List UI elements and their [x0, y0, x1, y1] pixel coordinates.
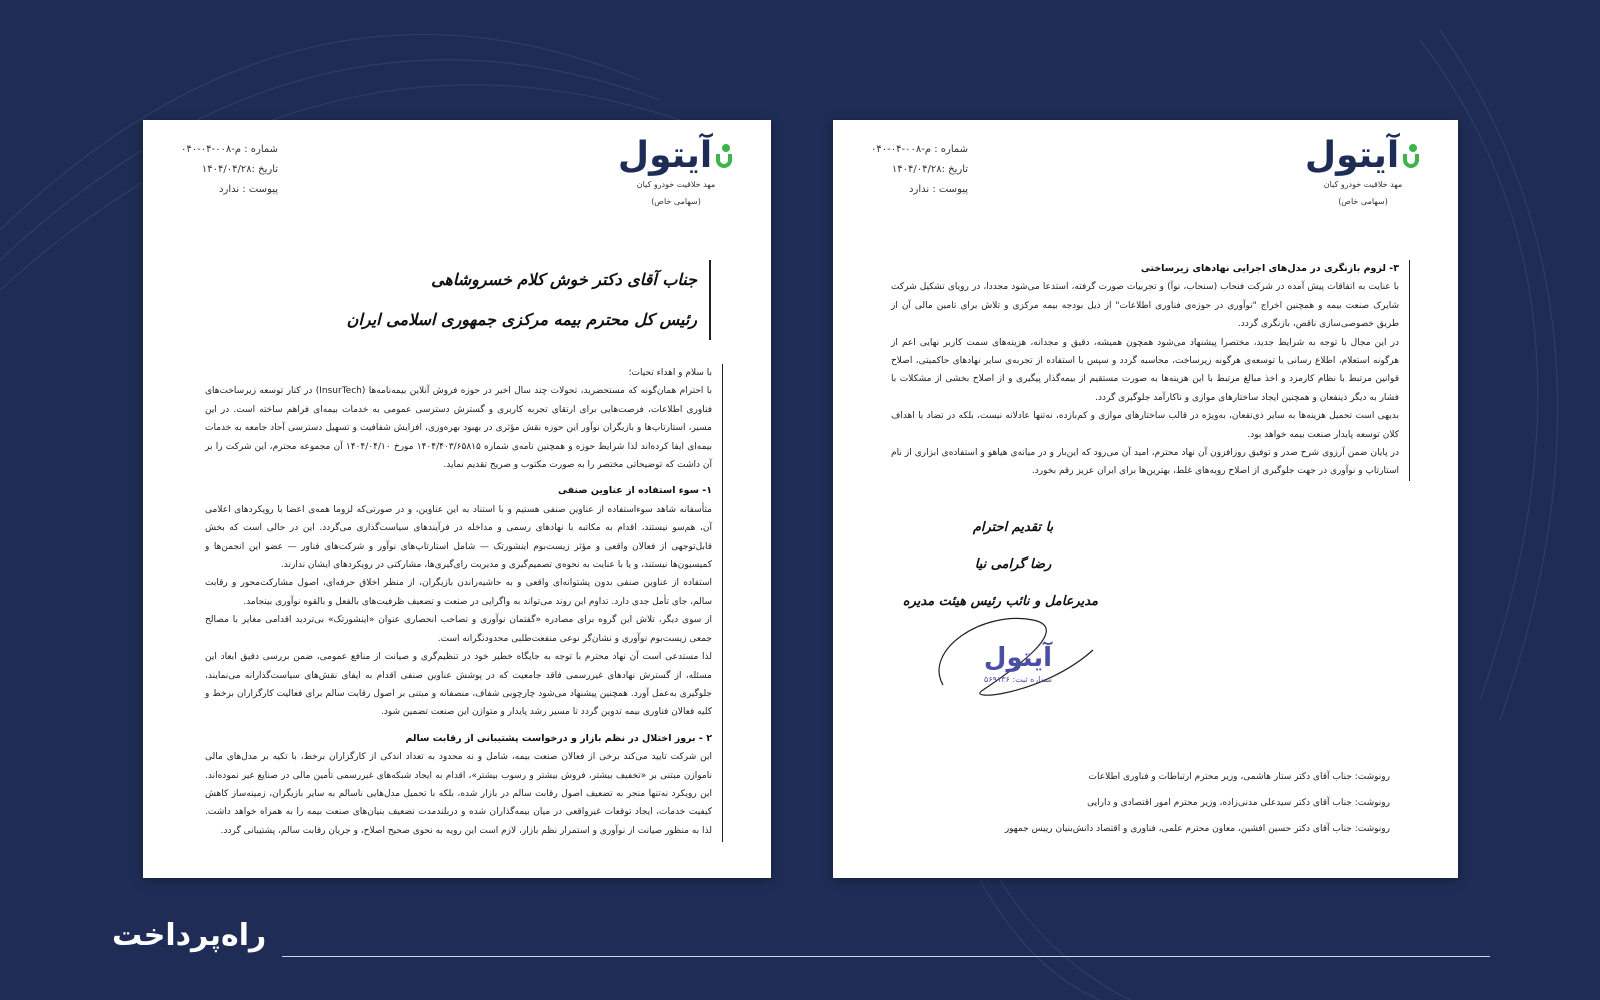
section1-paragraph-1: متأسفانه شاهد سوءاستفاده از عناوین صنفی هستیم و با استناد به این عناوین، و در صورتی‌که لزوما همه‌ی اعضا با رویکردهای اعلامی آن، هم‌سو نیستند، اقدام به مکاتبه با نهادهای رسمی و مداخله در فرآیندهای سیاست‌گذاری می‌گردد. این در حالی است که بخش قابل‌توجهی از فعالان واقعی و مؤثر زیست‌بوم اینشورتک — شامل استارتاپ‌های نوآور و شرکت‌های فناور — عضو این انجمن‌ها و کمیسیون‌ها نیستند، و یا با عنایت به نحوه‌ی تصمیم‌گیری و مدیریت رای‌گیری‌ها، مشارکتی در رویکردهای ایشان ندارند. — [205, 504, 712, 571]
letter-attachment: پیوست : ندارد — [219, 184, 279, 195]
letter-number: شماره : م-۰۰۸-۰۴-۰۴۰ — [181, 144, 279, 155]
cc-line-1: رونوشت: جناب آقای دکتر ستار هاشمی، وزیر محترم ارتباطات و فناوری اطلاعات — [1088, 772, 1390, 782]
company-stamp — [963, 645, 1073, 684]
logo-wordmark: آیتول — [617, 135, 713, 176]
section1-paragraph-2: استفاده از عناوین صنفی بدون پشتوانه‌ای واقعی و به حاشیه‌راندن بازیگران، از منظر اخلاق حرفه‌ای، اصول مشارکت‌محور و رقابت سالم، جای تأمل جدی دارد. تداوم این روند می‌تواند به واگرایی در صنعت و تضعیف ظرفیت‌های بالفعل و بالقوه نوآوری بینجامد. — [205, 578, 712, 607]
letter-page-1 — [143, 120, 771, 878]
stamp-logo: آیتول — [983, 643, 1053, 673]
letter-date: تاریخ :۱۴۰۴/۰۴/۲۸ — [891, 164, 969, 175]
letter-meta — [871, 140, 968, 200]
intro-paragraph: با احترام همان‌گونه که مستحضرید، تحولات چند سال اخیر در حوزه فروش آنلاین بیمه‌نامه‌ها (InsurTech) در کنار توسعه زیرساخت‌های فناوری اطلاعات، فرصت‌هایی برای ارتقای تجربه کاربری و گسترش دسترسی عمومی به خدمات بیمه‌ای فراهم ساخته است. در این مسیر، استارتاپ‌ها و بازیگران نوآور این حوزه نقش مؤثری در بهبود بهره‌وری، افزایش شفافیت و تسهیل دسترسی آحاد جامعه به خدمات بیمه‌ای ایفا کرده‌اند لذا شرایط حوزه و همچنین نامه‌ی شماره ۱۴۰۴/۴۰۳/۶۵۸۱۵ مورخ ۱۴۰۴/۰۴/۱۰ آن مجموعه محترم، این شرکت را بر آن داشت که توضیحاتی مختصر را به صورت مکتوب و صریح تقدیم نماید. — [205, 386, 712, 471]
footer-divider — [282, 956, 1490, 957]
footer-brand-logo: راه‌پرداخت — [112, 918, 267, 953]
logo-symbol-icon — [712, 144, 732, 168]
letter-meta — [181, 140, 278, 200]
section-heading-3: ۳- لزوم بازنگری در مدل‌های اجرایی نهادهای زیرساختی — [1140, 263, 1399, 274]
greeting: با سلام و اهداء تحیات؛ — [628, 368, 712, 378]
letter-number: شماره : م-۰۰۸-۰۴-۰۴۰ — [871, 144, 969, 155]
company-type: (سهامی خاص) — [1338, 197, 1388, 206]
stamp-registration: شماره ثبت: ۵۶۹۱۳۶ — [984, 675, 1052, 684]
logo-wordmark: آیتول — [1304, 135, 1400, 176]
cc-line-2: رونوشت: جناب آقای دکتر سیدعلی مدنی‌زاده، وزیر محترم امور اقتصادی و دارایی — [1087, 798, 1390, 808]
company-name: مهد خلاقیت خودرو کیان — [636, 180, 716, 189]
letterhead-logo — [1288, 135, 1438, 208]
letter-body-2 — [891, 260, 1410, 481]
company-name: مهد خلاقیت خودرو کیان — [1323, 180, 1403, 189]
letter-attachment: پیوست : ندارد — [909, 184, 969, 195]
signatory-name: رضا گرامی نیا — [974, 557, 1052, 572]
letter-page-2 — [833, 120, 1458, 878]
addressee — [347, 260, 711, 340]
carbon-copies — [973, 764, 1390, 842]
signature-regards: با تقدیم احترام — [972, 520, 1054, 535]
logo-symbol-icon — [1399, 144, 1419, 168]
section1-paragraph-3: از سوی دیگر، تلاش این گروه برای مصادره «گفتمان نوآوری و تصاحب انحصاری عنوان «اینشورتک» بی‌تردید اقدامی مغایر با مصالح جمعی زیست‌بوم نوآوری و نشان‌گر نوعی منفعت‌طلبی محدودنگرانه است. — [205, 615, 712, 644]
section1-paragraph-4: لذا مستدعی است آن نهاد محترم با توجه به جایگاه خطیر خود در تنظیم‌گری و صیانت از منافع عمومی، ضمن بررسی دقیق ابعاد این مسئله، از گسترش نهادهای غیررسمی فاقد جامعیت که در پوشش عناوین صنفی اقدام به ایفای نقش‌های سیاست‌گذارانه می‌نمایند، جلوگیری به‌عمل آورد. همچنین پیشنهاد می‌شود چارچوبی شفاف، منصفانه و مبتنی بر اصول رقابت سالم برای فعالیت کارگزاران برخط و کلیه فعالان فناوری بیمه تدوین گردد تا مسیر رشد پایدار و متوازن این صنعت تضمین شود. — [205, 652, 712, 718]
company-type: (سهامی خاص) — [651, 197, 701, 206]
addressee-name: جناب آقای دکتر خوش کلام خسروشاهی — [431, 270, 697, 289]
signatory-title: مدیرعامل و نائب رئیس هیئت مدیره — [902, 594, 1098, 609]
letterhead-logo — [601, 135, 751, 208]
cc-line-3: رونوشت: جناب آقای دکتر حسین افشین، معاون محترم علمی، فناوری و اقتصاد دانش‌بنیان رییس جمهور — [1004, 824, 1390, 834]
section3-paragraph-1: با عنایت به اتفاقات پیش آمده در شرکت فنحاب (سنحاب، نوآ) و تجربیات صورت گرفته، استدعا می‌شود مجددا، در رویای تشکیل شرکت شایرک صنعت بیمه و همچنین اخراج "نوآوری در حوزه‌ی فناوری اطلاعات" از ذیل بودجه بیمه مرکزی و تلاش برای تامین مالی آن از طریق خصوصی‌سازی ناقص، بازنگری گردد. — [891, 282, 1399, 330]
closing-paragraph: در پایان ضمن آرزوی شرح صدر و توفیق روزافزون آن نهاد محترم، امید آن می‌رود که این‌بار و در میانه‌ی هیاهو و استفاده‌ی ابزاری از نام استارتاپ و نوآوری در جهت جلوگیری از اصلاح رویه‌های غلط، بهترین‌ها برای ایران عزیز رقم بخورد. — [891, 448, 1399, 477]
letter-body-1 — [205, 364, 723, 842]
section3-paragraph-2: در این مجال با توجه به شرایط جدید، مختصرا پیشنهاد می‌شود همچون همیشه، دقیق و مجدانه، هزینه‌های سمت کاربر نهایی اعم از هرگونه استعلام، اطلاع رسانی یا توسعه‌ی هرگونه زیرساخت، محاسبه گردد و سپس با استفاده از تجربه‌ی سایر نهادهای حاکمیتی، اصلاح قوانین مرتبط با نظام کارمزد و اخذ مبالغ مرتبط با این هزینه‌ها به صورت مستقیم از بیمه‌گذار پیگیری و از اصلاح بخشی از مشکلات با فشار به دیگر ذینفعان و همچنین ایجاد ساختارهای موازی و ناکارآمد جلوگیری گردد. — [891, 337, 1399, 403]
section2-paragraph-1: این شرکت تایید می‌کند برخی از فعالان صنعت بیمه، شامل و نه محدود به تعداد اندکی از کارگزاران برخط، با تکیه بر مدل‌های مالی ناموازن مبتنی بر «تخفیف بیشتر، فروش بیشتر و رسوب بیشتر»، اقدام به ایجاد شبکه‌های غیررسمی تأمین مالی در صنایع غیر نموده‌اند. این رویکرد نه‌تنها منجر به تضعیف اصول رقابت سالم در بازار شده، بلکه با تحمیل مدل‌هایی ناسالم به سایر بازیگران، زمینه‌ساز کاهش کیفیت خدمات، ایجاد توقعات غیرواقعی در میان بیمه‌گذاران شده و دربلندمدت تضعیف بنیان‌های صنعت بیمه را به همراه خواهد داشت. لذا به منظور صیانت از نوآوری و استمرار نظم بازار، لازم است این رویه به نحوی صحیح اصلاح، و جریان رقابت سالم، پشتیبانی گردد. — [205, 752, 712, 836]
section-heading-1: ۱- سوء استفاده از عناوین صنفی — [558, 485, 712, 497]
section-heading-2: ۲ - بروز اختلال در نظم بازار و درخواست پشتیبانی از رقابت سالم — [405, 732, 712, 744]
section3-paragraph-3: بدیهی است تحمیل هزینه‌ها به سایر ذی‌نفعان، به‌ویژه در قالب ساختارهای موازی و کم‌بازده، نه‌تنها عادلانه نیست، بلکه در تضاد با اهداف کلان توسعه پایدار صنعت بیمه خواهد بود. — [891, 411, 1399, 440]
letter-date: تاریخ :۱۴۰۴/۰۴/۲۸ — [201, 164, 279, 175]
addressee-title: رئیس کل محترم بیمه مرکزی جمهوری اسلامی ایران — [346, 310, 697, 329]
